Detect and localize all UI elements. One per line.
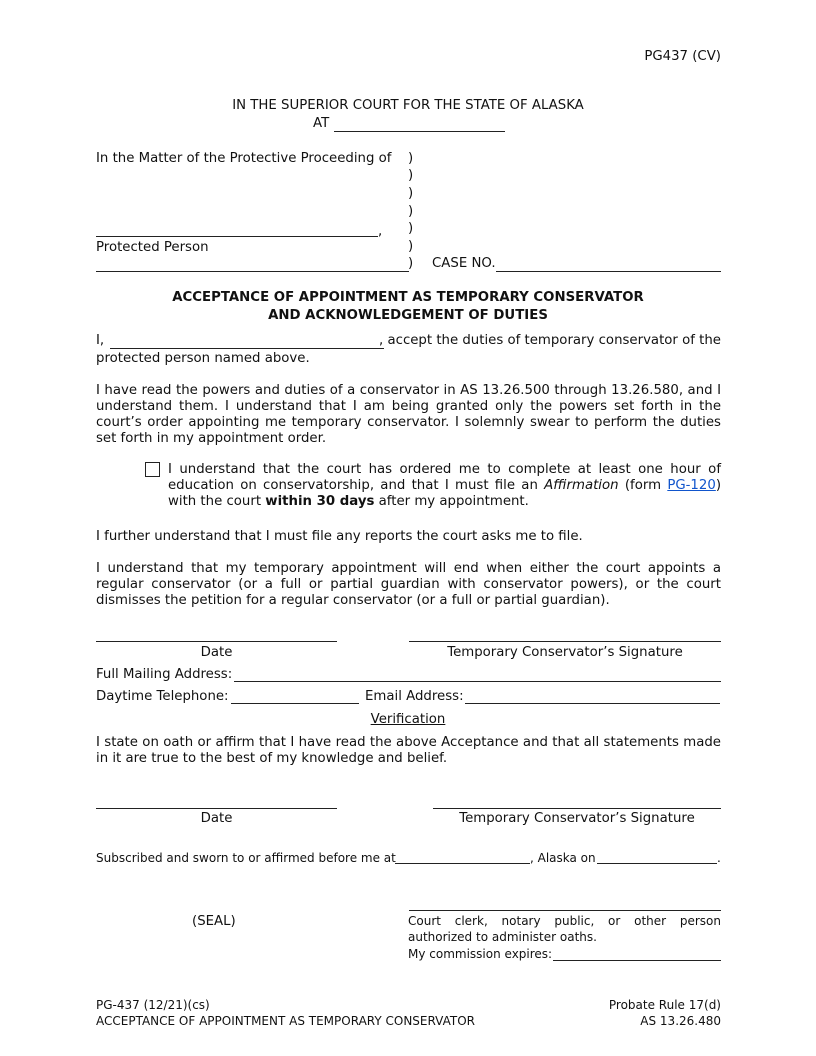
i-prefix: I,: [96, 333, 105, 348]
verification-text: I state on oath or affirm that I have read the above Acceptance and that all statements made in it are true to the best of my knowledge and belief.: [96, 735, 721, 766]
case-no-label: CASE NO.: [432, 256, 496, 271]
sworn-period: .: [717, 851, 721, 865]
affirmation-term: Affirmation: [544, 478, 619, 493]
caption-paren: ): [408, 256, 414, 271]
date-label: Date: [200, 645, 233, 660]
seal-label: (SEAL): [192, 914, 236, 929]
education-text: I understand that the court has ordered me to complete at least one hour of education on conservatorship, and that I must file an Affirmation (form PG-120) with the court within 30 days after my appointment.: [168, 462, 722, 509]
email-label: Email Address:: [365, 689, 464, 704]
form-title-line-2: AND ACKNOWLEDGEMENT OF DUTIES: [268, 308, 548, 323]
caption-paren: ): [408, 151, 414, 166]
form-code: PG437 (CV): [644, 49, 721, 64]
deadline-text: within 30 days: [265, 494, 375, 509]
verification-signature-field[interactable]: [433, 808, 721, 809]
education-checkbox[interactable]: [145, 462, 160, 477]
form-title-line-1: ACCEPTANCE OF APPOINTMENT AS TEMPORARY CONSERVATOR: [172, 290, 644, 305]
accept-continuation: protected person named above.: [96, 351, 310, 366]
pg-120-link[interactable]: PG-120: [667, 478, 716, 493]
verification-signature-label: Temporary Conservator’s Signature: [459, 811, 695, 826]
footer-rule: Probate Rule 17(d): [608, 998, 721, 1012]
caption-paren: ): [408, 239, 414, 254]
verification-heading: Verification: [370, 712, 446, 727]
telephone-field[interactable]: [231, 703, 359, 704]
mailing-address-label: Full Mailing Address:: [96, 667, 233, 682]
sworn-location-field[interactable]: [395, 863, 530, 864]
verification-date-field[interactable]: [96, 808, 337, 809]
commission-expires-field[interactable]: [553, 960, 721, 961]
caption-paren: ): [408, 204, 414, 219]
caption-paren: ): [408, 186, 414, 201]
caption-paren: ): [408, 168, 414, 183]
termination-paragraph: I understand that my temporary appointment will end when either the court appoints a regular conservator (or a full or partial guardian with conservator powers), or the court dismisses the petition for a regular conservator (or a full or partial guardian).: [96, 561, 721, 608]
telephone-label: Daytime Telephone:: [96, 689, 229, 704]
official-signature-field[interactable]: [409, 910, 721, 911]
powers-paragraph: I have read the powers and duties of a conservator in AS 13.26.500 through 13.26.580, and I understand them. I understand that I am being granted only the powers set forth in the court’s order appointing me temporary conservator. I solemnly swear to perform the duties set forth in my appointment order.: [96, 383, 721, 446]
caption-bottom-rule: [96, 271, 409, 272]
protected-person-label: Protected Person: [96, 240, 209, 255]
email-field[interactable]: [465, 703, 720, 704]
alaska-on-label: , Alaska on: [530, 851, 596, 865]
case-no-field[interactable]: [496, 271, 721, 272]
at-label: AT: [313, 116, 330, 131]
protected-person-name-field[interactable]: [96, 236, 378, 237]
caption-comma: ,: [378, 224, 383, 239]
court-location-field[interactable]: [334, 131, 505, 132]
signature-field[interactable]: [409, 641, 721, 642]
mailing-address-field[interactable]: [234, 681, 721, 682]
footer-form-title: ACCEPTANCE OF APPOINTMENT AS TEMPORARY CONSERVATOR: [96, 1014, 476, 1028]
official-title-text: Court clerk, notary public, or other person authorized to administer oaths.: [408, 914, 721, 944]
court-heading: IN THE SUPERIOR COURT FOR THE STATE OF ALASKA: [232, 98, 584, 113]
reports-paragraph: I further understand that I must file any reports the court asks me to file.: [96, 529, 583, 544]
conservator-name-field[interactable]: [110, 348, 384, 349]
sworn-date-field[interactable]: [597, 863, 717, 864]
accept-suffix: , accept the duties of temporary conservator of the: [379, 333, 721, 348]
caption-paren: ): [408, 221, 414, 236]
footer-form-id: PG-437 (12/21)(cs): [96, 998, 210, 1012]
signature-label: Temporary Conservator’s Signature: [447, 645, 683, 660]
verification-date-label: Date: [200, 811, 233, 826]
footer-statute: AS 13.26.480: [640, 1014, 721, 1028]
commission-label: My commission expires:: [408, 947, 553, 961]
sworn-prefix: Subscribed and sworn to or affirmed before me at: [96, 851, 396, 865]
date-field[interactable]: [96, 641, 337, 642]
matter-label: In the Matter of the Protective Proceeding of: [96, 151, 392, 166]
